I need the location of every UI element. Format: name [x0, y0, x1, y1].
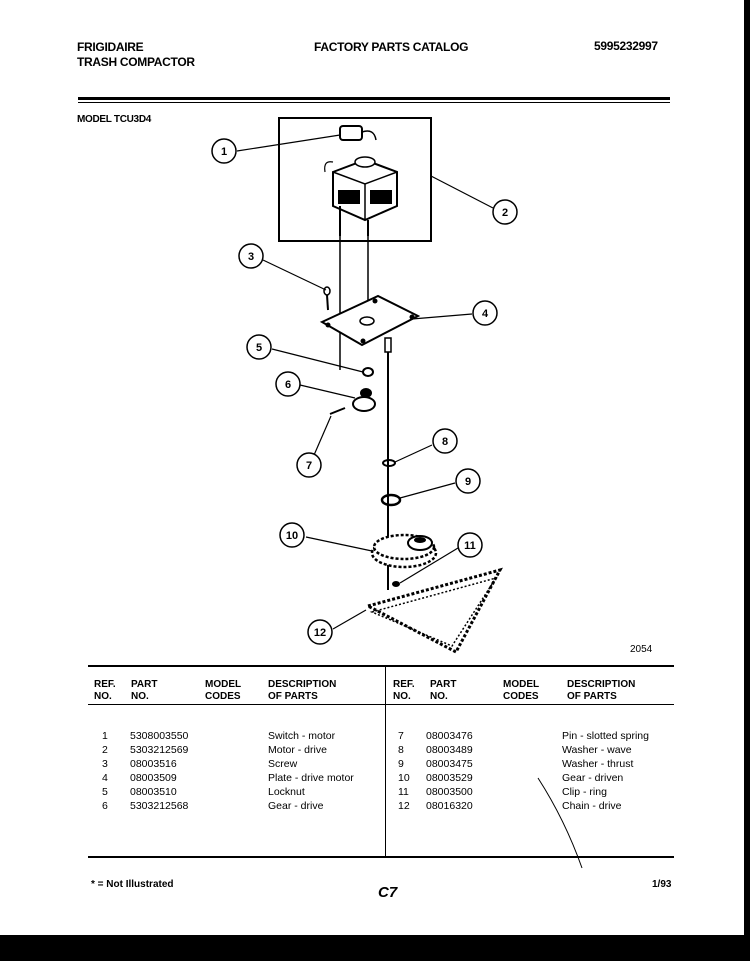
right-description-header: DESCRIPTION OF PARTS: [567, 679, 636, 702]
part-cell: 5303212569: [130, 744, 189, 756]
callout-3-label: 3: [247, 251, 255, 263]
part-cell: 5308003550: [130, 730, 189, 742]
ref-cell: 5: [102, 786, 108, 798]
screw-part: [324, 287, 330, 310]
part-cell: 08003529: [426, 772, 473, 784]
ref-cell: 4: [102, 772, 108, 784]
right-ref-header: REF. NO.: [393, 679, 415, 702]
catalog-number: 5995232997: [594, 39, 658, 53]
revision-date: 1/93: [652, 879, 672, 890]
drive-motor-plate-part: [322, 296, 418, 352]
part-cell: 08003516: [130, 758, 177, 770]
ref-cell: 9: [398, 758, 404, 770]
thrust-washer-part: [382, 495, 400, 505]
part-cell: 08016320: [426, 800, 473, 812]
desc-cell: Plate - drive motor: [268, 772, 354, 784]
ref-cell: 12: [398, 800, 410, 812]
left-ref-header: REF. NO.: [94, 679, 116, 702]
desc-cell: Gear - drive: [268, 800, 324, 812]
part-cell: 08003476: [426, 730, 473, 742]
locknut-part: [363, 368, 373, 376]
catalog-title: FACTORY PARTS CATALOG: [314, 40, 469, 54]
ref-cell: 8: [398, 744, 404, 756]
drive-motor-part: [325, 157, 397, 236]
part-cell: 5303212568: [130, 800, 189, 812]
left-part-header: PART NO.: [131, 679, 158, 702]
part-cell: 08003475: [426, 758, 473, 770]
desc-cell: Chain - drive: [562, 800, 622, 812]
desc-cell: Motor - drive: [268, 744, 327, 756]
ref-cell: 10: [398, 772, 410, 784]
callout-11-label: 11: [464, 540, 476, 552]
desc-cell: Locknut: [268, 786, 305, 798]
callout-5-label: 5: [255, 342, 263, 354]
slotted-pin-part: [330, 408, 345, 414]
drive-gear-part: [353, 388, 375, 411]
desc-cell: Washer - wave: [562, 744, 632, 756]
callout-10-label: 10: [285, 530, 299, 542]
ref-cell: 3: [102, 758, 108, 770]
right-model-codes-header: MODEL CODES: [503, 679, 539, 702]
desc-cell: Gear - driven: [562, 772, 624, 784]
part-cell: 08003509: [130, 772, 177, 784]
callout-8-label: 8: [441, 436, 449, 448]
desc-cell: Pin - slotted spring: [562, 730, 649, 742]
part-cell: 08003500: [426, 786, 473, 798]
desc-cell: Switch - motor: [268, 730, 336, 742]
table-top-rule: [88, 665, 674, 667]
model-label: MODEL TCU3D4: [77, 114, 152, 125]
figure-number: 2054: [630, 644, 653, 655]
callout-2-label: 2: [501, 207, 509, 219]
ref-cell: 1: [102, 730, 108, 742]
part-cell: 08003510: [130, 786, 177, 798]
right-part-header: PART NO.: [430, 679, 457, 702]
table-header-rule: [88, 704, 674, 705]
part-cell: 08003489: [426, 744, 473, 756]
callout-7-label: 7: [305, 460, 313, 472]
product-name: TRASH COMPACTOR: [77, 55, 195, 69]
desc-cell: Clip - ring: [562, 786, 607, 798]
ref-cell: 11: [398, 786, 409, 798]
ref-cell: 2: [102, 744, 108, 756]
motor-switch-part: [340, 126, 376, 140]
left-model-codes-header: MODEL CODES: [205, 679, 241, 702]
ref-cell: 7: [398, 730, 404, 742]
desc-cell: Washer - thrust: [562, 758, 634, 770]
table-center-divider: [385, 667, 386, 857]
not-illustrated-note: * = Not Illustrated: [91, 879, 174, 890]
desc-cell: Screw: [268, 758, 298, 770]
left-description-header: DESCRIPTION OF PARTS: [268, 679, 337, 702]
callout-9-label: 9: [464, 476, 472, 488]
brand-name: FRIGIDAIRE: [77, 40, 144, 54]
pen-stroke-mark: [535, 770, 595, 880]
callout-1-label: 1: [220, 146, 228, 158]
clip-ring-part: [392, 581, 400, 587]
callout-6-label: 6: [284, 379, 292, 391]
ref-cell: 6: [102, 800, 108, 812]
callout-4-label: 4: [481, 308, 489, 320]
callout-12-label: 12: [313, 627, 327, 639]
page-number: C7: [378, 884, 398, 901]
scan-edge-bottom: [0, 935, 750, 961]
driven-gear-part: [372, 535, 436, 567]
